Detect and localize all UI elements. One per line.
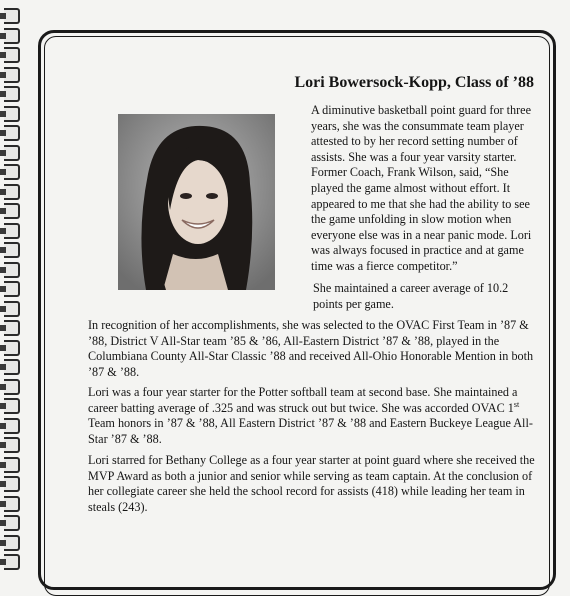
binding-coil bbox=[4, 86, 20, 102]
portrait-image bbox=[118, 114, 275, 290]
binding-coil bbox=[4, 320, 20, 336]
binding-coil bbox=[4, 184, 20, 200]
binding-coil bbox=[4, 418, 20, 434]
career-average-paragraph: She maintained a career average of 10.2 points per game. bbox=[313, 281, 509, 311]
softball-ordinal: st bbox=[513, 399, 520, 409]
binding-coil bbox=[4, 223, 20, 239]
binding-coil bbox=[4, 359, 20, 375]
softball-text-start: Lori was a four year starter for the Potter softball team at second base. She maintained a career batting average of .325 and was struck out but twice. She was accorded OVAC 1 bbox=[88, 385, 518, 415]
binding-coil bbox=[4, 535, 20, 551]
binding-coil bbox=[4, 47, 20, 63]
accomplishments-paragraph: In recognition of her accomplishments, she was selected to the OVAC First Team in ’87 & ’88, District V All-Star team ’85 & ’86, All-Eastern District ’87 & ’88, played in the Columbiana County All-Star Classic ’88 and received All-Ohio Honorable Mention in both ’87 & ’88. bbox=[88, 318, 534, 379]
binding-coil bbox=[4, 340, 20, 356]
college-paragraph: Lori starred for Bethany College as a four year starter at point guard where she received the MVP Award as both a junior and senior while serving as team captain. At the conclusion of her collegiate career she held the school record for assists (418) while leading her team in steals (243). bbox=[88, 453, 535, 514]
binding-coil bbox=[4, 437, 20, 453]
bio-paragraph: A diminutive basketball point guard for three years, she was the consummate team player attested to by her record setting number of assists. She was a four year varsity starter. Former Coach, Frank Wilson, said, “She played the game almost without effort. It appeared to me that she had the ability to see the game unfolding in slow motion when everyone else was in a near panic mode. Lori was always focused in practice and at game time was a fierce competitor.” bbox=[311, 103, 532, 273]
binding-coil bbox=[4, 379, 20, 395]
portrait-photo bbox=[118, 114, 275, 290]
softball-paragraph bbox=[88, 385, 536, 447]
binding-coil bbox=[4, 262, 20, 278]
binding-coil bbox=[4, 164, 20, 180]
spiral-binding bbox=[0, 0, 26, 567]
binding-coil bbox=[4, 496, 20, 512]
binding-coil bbox=[4, 8, 20, 24]
binding-coil bbox=[4, 28, 20, 44]
binding-coil bbox=[4, 145, 20, 161]
binding-coil bbox=[4, 125, 20, 141]
softball-text-end: Team honors in ’87 & ’88, All Eastern District ’87 & ’88 and Eastern Buckeye League All-Star ’87 & ’88. bbox=[88, 416, 533, 446]
binding-coil bbox=[4, 476, 20, 492]
binding-coil bbox=[4, 281, 20, 297]
binding-coil bbox=[4, 106, 20, 122]
binding-coil bbox=[4, 67, 20, 83]
binding-coil bbox=[4, 515, 20, 531]
binding-coil bbox=[4, 203, 20, 219]
binding-coil bbox=[4, 242, 20, 258]
binding-coil bbox=[4, 457, 20, 473]
binding-coil bbox=[4, 554, 20, 570]
profile-title: Lori Bowersock-Kopp, Class of ’88 bbox=[294, 74, 534, 91]
binding-coil bbox=[4, 301, 20, 317]
binding-coil bbox=[4, 398, 20, 414]
